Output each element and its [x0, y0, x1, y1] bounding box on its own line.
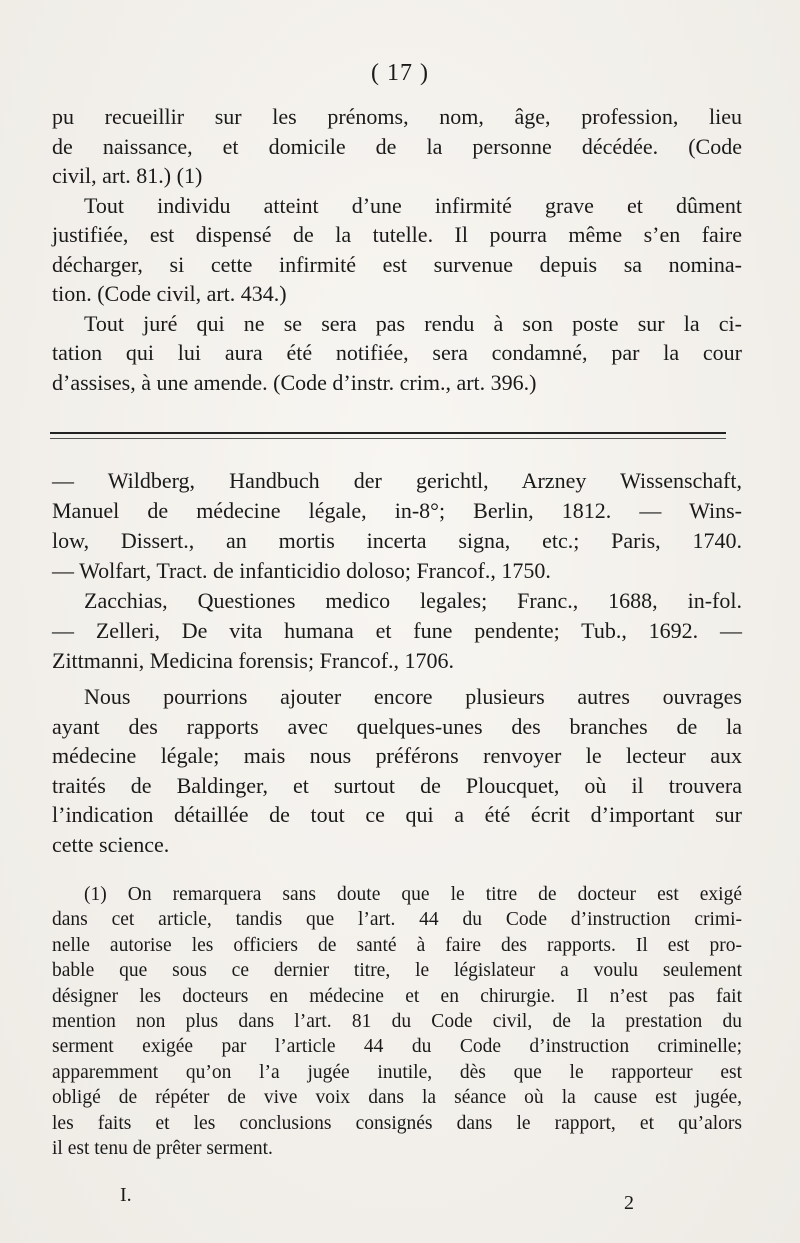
footnote-line: serment exigée par l’article 44 du Code d’instruction criminelle; — [52, 1036, 742, 1058]
footnote-line: désigner les docteurs en médecine et en chirurgie. Il n’est pas fait — [52, 985, 742, 1007]
text-line: Tout juré qui ne se sera pas rendu à son poste sur la ci- — [84, 310, 742, 336]
text-line: Nous pourrions ajouter encore plusieurs autres ouvrages — [84, 684, 742, 709]
main-text — [52, 102, 742, 397]
text-line: tation qui lui aura été notifiée, sera condamné, par la cour — [52, 340, 742, 365]
biblio-line: low, Dissert., an mortis incerta signa, etc.; Paris, 1740. — [52, 528, 742, 553]
text-line: cette science. — [52, 831, 170, 857]
text-line: pu recueillir sur les prénoms, nom, âge, profession, lieu — [52, 104, 742, 129]
footnote-line: obligé de répéter de vive voix dans la séance où la cause est jugée, — [52, 1087, 742, 1109]
bibliography — [52, 466, 742, 676]
footnote-line: (1) On remarquera sans doute que le titre de docteur est exigé — [84, 884, 742, 905]
text-line: décharger, si cette infirmité est survenue depuis sa nomina- — [52, 251, 742, 277]
biblio-line: — Zelleri, De vita humana et fune pendente; Tub., 1692. — — [52, 618, 742, 643]
biblio-line: — Wolfart, Tract. de infanticidio doloso; Francof., 1750. — [52, 558, 551, 583]
footnote-line: il est tenu de prêter serment. — [52, 1138, 273, 1160]
section-rule — [50, 432, 726, 434]
text-line: de naissance, et domicile de la personne décédée. (Code — [52, 133, 742, 159]
text-line: justifiée, est dispensé de la tutelle. Il pourra même s’en faire — [52, 222, 742, 247]
text-line: d’assises, à une amende. (Code d’instr. crim., art. 396.) — [52, 369, 537, 395]
section-rule-thin — [50, 438, 726, 439]
signature-mark: I. — [120, 1184, 132, 1206]
text-line: l’indication détaillée de tout ce qui a été écrit d’important sur — [52, 802, 742, 827]
biblio-line: Manuel de médecine légale, in-8°; Berlin, 1812. — Wins- — [52, 498, 742, 523]
text-line: traités de Baldinger, et surtout de Ploucquet, où il trouvera — [52, 772, 742, 798]
footnote-line: bable que sous ce dernier titre, le législateur a voulu seulement — [52, 960, 742, 982]
text-line: ayant des rapports avec quelques-unes des branches de la — [52, 713, 742, 739]
footnote-line: mention non plus dans l’art. 81 du Code civil, de la prestation du — [52, 1011, 742, 1033]
text-line: tion. (Code civil, art. 434.) — [52, 281, 287, 306]
signature-number: 2 — [624, 1192, 634, 1214]
footnote-line: nelle autorise les officiers de santé à faire des rapports. Il est pro- — [52, 934, 742, 956]
biblio-line: — Wildberg, Handbuch der gerichtl, Arzney Wissenschaft, — [52, 468, 742, 493]
footnote-line: dans cet article, tandis que l’art. 44 du Code d’instruction crimi- — [52, 909, 742, 931]
text-line: civil, art. 81.) (1) — [52, 163, 203, 188]
footnote-line: apparemment qu’on l’a jugée inutile, dès que le rapporteur est — [52, 1061, 742, 1083]
text-line: médecine légale; mais nous préférons renvoyer le lecteur aux — [52, 743, 742, 768]
biblio-line: Zacchias, Questiones medico legales; Franc., 1688, in-fol. — [84, 588, 742, 613]
closing-paragraph — [52, 682, 742, 859]
biblio-line: Zittmanni, Medicina forensis; Francof., 1706. — [52, 648, 455, 673]
footnote — [52, 882, 742, 1161]
page-number: ( 17 ) — [371, 60, 429, 86]
text-line: Tout individu atteint d’une infirmité grave et dûment — [84, 192, 742, 218]
footnote-line: les faits et les conclusions consignés dans le rapport, et qu’alors — [52, 1112, 742, 1134]
